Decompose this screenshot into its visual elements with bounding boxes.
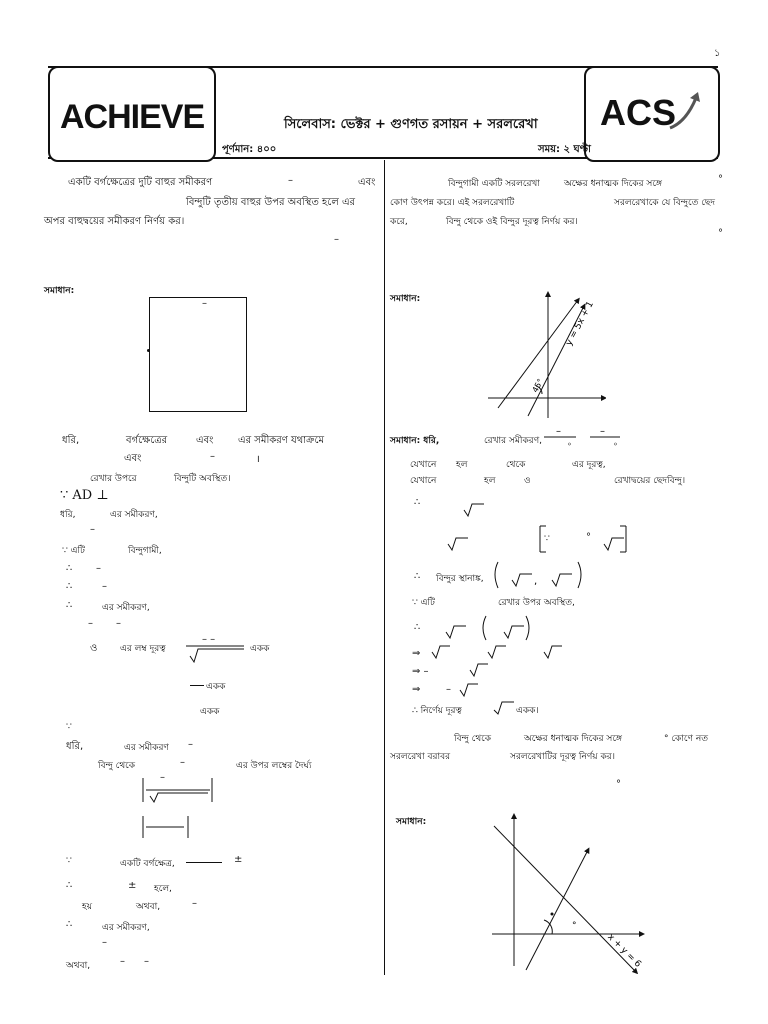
l-s19c: ± [234,854,243,865]
l-s20c: হলে, [154,884,172,894]
l-s12b: এর লম্ব দূরত্ব [120,644,166,654]
q1-line1: একটি বর্গক্ষেত্রের দুটি বাহুর সমীকরণ [68,177,213,188]
l-s6: – [90,524,95,535]
left-solution-label: সমাধান: [44,286,75,296]
l-s2b: – [210,451,215,462]
l-s23: – [102,937,107,948]
l-s12c: – – [202,634,216,645]
right-solution-label: সমাধান: [390,294,421,304]
l-s16c: – [188,739,193,750]
l-s9b: – [102,581,107,592]
l-s9: ∴ [66,581,73,592]
l-s10: ∴ [66,600,73,611]
q3-line1: বিন্দু থেকে [454,734,492,744]
svg-text:–: – [556,426,561,437]
q1-dash: – [288,175,293,186]
l-s3b: বিন্দুটি অবস্থিত। [174,474,231,484]
l-s22b: এর সমীকরণ, [102,923,150,933]
syllabus-title: সিলেবাস: ভেক্টর + গুণগত রসায়ন + সরলরেখা [284,117,538,132]
l-s11b: – [116,618,121,629]
l-s17: বিন্দু থেকে [98,761,136,771]
acs-logo [584,66,720,162]
r-s2b: হল [456,460,468,470]
l-s12d: একক [250,644,270,654]
l-s22: ∴ [66,919,73,930]
sqrt-final [492,700,516,716]
l-s20: ∴ [66,880,73,891]
q3-line1b: অক্ষের ধনাত্মক দিকের সঙ্গে [524,734,622,744]
acs-logo-text: ACS [600,92,677,133]
coordinate-expression [490,560,590,592]
svg-text:,: , [534,576,538,587]
l-s19: ∵ [66,856,72,866]
graph1-angle-label: 45° [530,377,546,395]
l-s15: ∵ [66,722,72,732]
abs-fraction-icon [140,776,216,840]
q2-line2b: সরলরেখাকে যে বিন্দুতে ছেদ [614,198,716,208]
l-s20b: ± [128,880,137,891]
l-s1d: এর সমীকরণ যথাক্রমে [238,435,325,446]
sqrt-expressions [440,496,640,560]
q2-line1b: অক্ষের ধনাত্মক দিকের সঙ্গে [564,179,662,189]
l-s13: একক [206,682,226,692]
graph1-line-label: y = 5x + 1 [564,299,596,348]
r-s10: ⇒ – [412,666,429,677]
q1-dash2: – [334,234,339,245]
fraction-marks [542,426,632,448]
q1-and: এবং [358,177,376,188]
l-s24: অথবা, [66,961,91,971]
q2-line1: বিন্দুগামী একটি সরলরেখা [448,179,540,189]
r-s11: ⇒ [412,684,421,695]
svg-text:৹: ৹ [568,439,572,448]
q2-line3b: বিন্দু থেকে ওই বিন্দুর দূরত্ব নির্ণয় কর। [446,217,578,227]
l-s16: ধরি, [66,741,84,752]
l-s5: ধরি, [60,510,76,520]
l-s1c: এবং [196,435,214,446]
r-s2: যেখানে [410,460,437,470]
r-s1b: রেখার সমীকরণ, [484,436,543,446]
l-s17c: এর উপর লম্বের দৈর্ঘ্য [236,761,312,771]
l-s19b: একটি বর্গক্ষেত্র, [120,859,175,869]
graph-2 [486,810,646,974]
r-s2d: এর দূরত্ব, [572,460,606,470]
r-s7b: রেখার উপর অবস্থিত, [498,598,575,608]
r-s6b: বিন্দুর স্থানাঙ্ক, [436,574,484,584]
r-s12: ∴ নির্ণেয় দূরত্ব [412,706,462,716]
r-s1: সমাধান: ধরি, [390,436,440,446]
r-s3d: রেখাদ্বয়ের ছেদবিন্দু। [614,476,686,486]
l-s3: রেখার উপরে [90,474,137,484]
arrow-icon [666,88,706,134]
graph2-line-label: x + y = 6 [605,932,643,970]
l-s24c: – [144,956,149,967]
l-s18: – [160,772,165,783]
r-s3c: ও [524,476,531,486]
square-dash: – [202,298,207,309]
q2-deg: ° [718,174,723,185]
point-marker [147,349,150,352]
l-s11: – [88,618,93,629]
sqrt-steps [430,640,570,706]
r-s7: ∵ এটি [412,598,435,608]
l-s17b: – [180,757,185,768]
square-figure [149,297,247,412]
achieve-logo-text: ACHIEVE [60,98,205,136]
l-s24b: – [120,956,125,967]
l-s8b: – [96,563,101,574]
graph-1 [486,290,606,420]
r-s8: ∴ [414,622,421,633]
l-s21: হয় [82,902,93,912]
r-s11b: – [446,684,451,695]
r-s4: ∴ [414,497,421,508]
l-s1: ধরি, [62,435,80,446]
l-s2: এবং [124,453,142,464]
sqrt-fraction-icon [186,640,246,664]
graph2-deg: ° [572,921,577,931]
r-s5b: ° [586,532,591,543]
column-divider [384,160,385,975]
l-s4: ∵ AD ⊥ [60,488,109,503]
line-xy6 [494,826,636,972]
svg-text:–: – [600,426,605,437]
r-s2c: থেকে [506,460,526,470]
r-s9: ⇒ [412,648,421,659]
q2-deg2: ° [718,228,723,239]
l-s7: ∵ এটি [62,546,85,556]
full-marks: পূর্ণমান: ৪০০ [222,144,277,155]
l-s2c: । [256,454,260,465]
l-s10b: এর সমীকরণ, [102,603,150,613]
l-s12: ও [90,643,98,654]
q2-line2: কোণ উৎপন্ন করে। এই সরলরেখাটি [390,198,515,208]
r-s3b: হল [484,476,496,486]
r-s6: ∴ [414,571,421,582]
q3-line2b: সরলরেখাটির দূরত্ব নির্ণয় কর। [510,752,615,762]
q3-line1c: ° কোণে নত [664,734,708,744]
l-s8: ∴ [66,563,73,574]
q1-line3: অপর বাহুদ্বয়ের সমীকরণ নির্ণয় কর। [44,216,185,227]
l-s1b: বর্গক্ষেত্রের [126,435,168,446]
achieve-logo [48,66,216,162]
exam-time: সময়: ২ ঘণ্টা [538,144,591,155]
l-s21b: অথবা, [136,902,161,912]
r-s3: যেখানে [410,476,437,486]
l-s14: একক [200,707,220,717]
l-s7b: বিন্দুগামী, [128,546,162,556]
page-number: ১ [714,48,721,59]
l-s21c: – [192,898,197,909]
right-solution-label-2: সমাধান: [396,817,427,827]
r-s5: ∵ [544,534,550,544]
q3-line2: সরলরেখা বরাবর [390,752,451,762]
q1-line2: বিন্দুটি তৃতীয় বাহুর উপর অবস্থিত হলে এর [186,197,356,208]
r-s12b: একক। [516,706,539,716]
q2-line3: করে, [390,217,408,227]
l-s5b: এর সমীকরণ, [110,510,158,520]
q3-deg: ° [616,779,621,790]
svg-text:৹: ৹ [614,439,618,448]
l-s16b: এর সমীকরণ [124,743,169,753]
